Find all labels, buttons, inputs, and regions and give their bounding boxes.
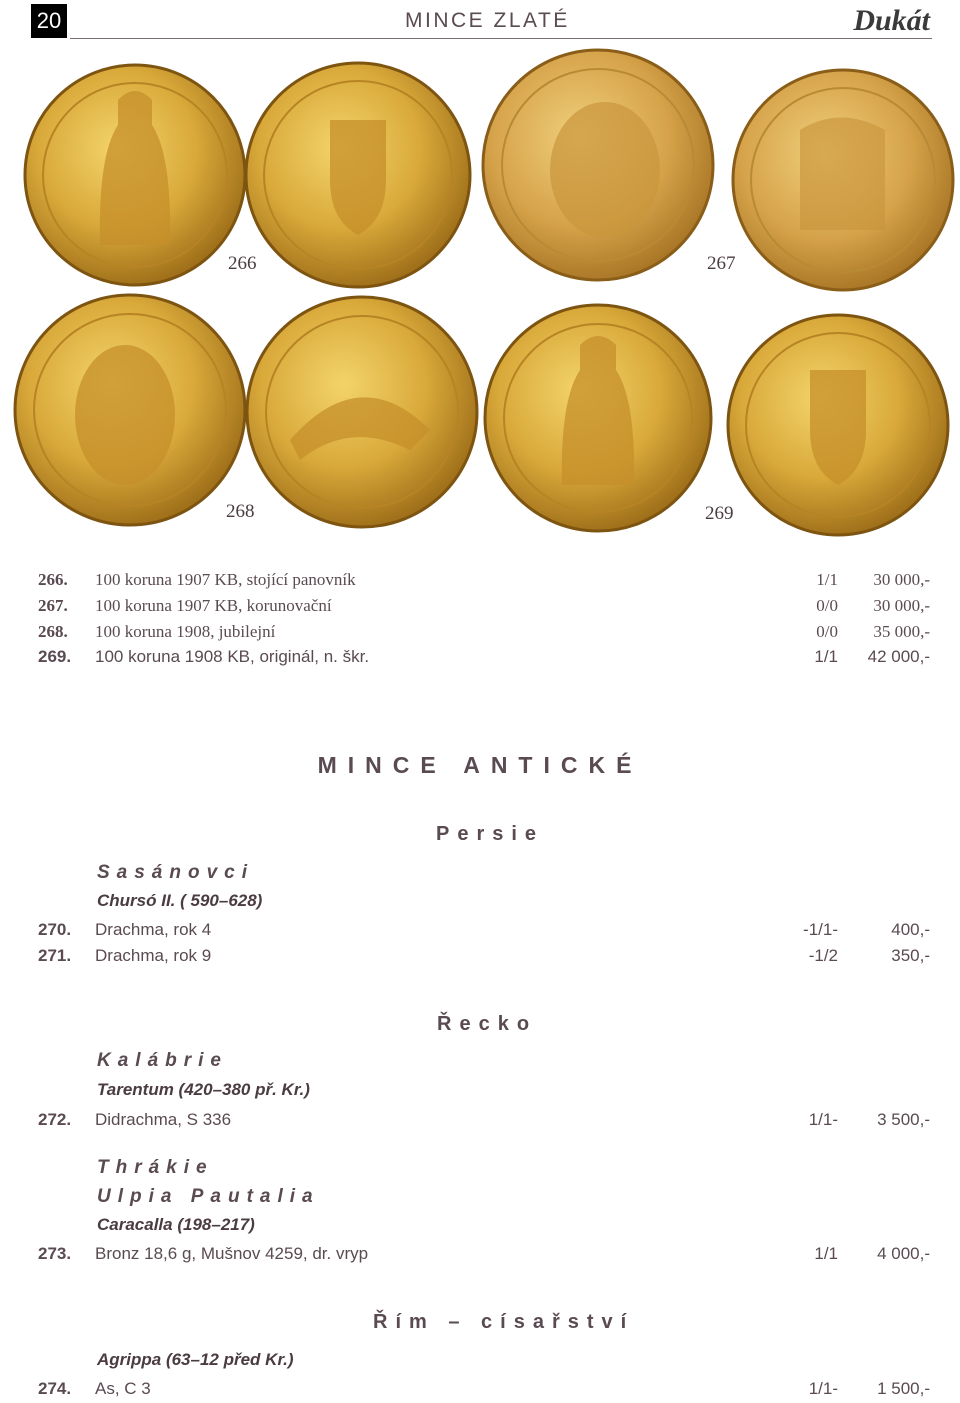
- coin-plate: [0, 0, 960, 545]
- lot-price: 30 000,-: [873, 570, 930, 589]
- lot-number: 271.: [38, 946, 72, 965]
- lot-grade: 0/0: [816, 622, 838, 641]
- lot-number: 272.: [38, 1110, 72, 1129]
- lot-description: 100 koruna 1908 KB, originál, n. škr.: [95, 647, 370, 666]
- ruler-name: Chursó II. ( 590–628): [97, 891, 263, 910]
- lot-number: 266.: [38, 570, 68, 589]
- lot-price: 42 000,-: [867, 647, 930, 666]
- page-number: 20: [31, 4, 67, 38]
- lot-grade: 1/1-: [808, 1379, 838, 1398]
- catalog-entry: [38, 1110, 930, 1134]
- lot-description: As, C 3: [95, 1379, 151, 1398]
- catalog-entry: [38, 596, 930, 620]
- catalog-entry: [38, 946, 930, 970]
- brand-logo: Dukát: [853, 4, 930, 37]
- lot-description: 100 koruna 1907 KB, korunovační: [95, 596, 332, 615]
- lot-grade: 1/1: [814, 1244, 838, 1263]
- subsection-title-recko: Řecko: [437, 1013, 538, 1035]
- lot-price: 35 000,-: [873, 622, 930, 641]
- lot-price: 1 500,-: [877, 1379, 930, 1398]
- coin-label-266: 266: [228, 253, 257, 274]
- coin-266-reverse: [246, 63, 470, 287]
- coin-label-269: 269: [705, 503, 734, 524]
- lot-price: 350,-: [891, 946, 930, 965]
- lot-grade: 1/1: [816, 570, 838, 589]
- subsection-title-persie: Persie: [436, 823, 545, 845]
- lot-price: 4 000,-: [877, 1244, 930, 1263]
- coin-268-reverse: [247, 297, 477, 527]
- running-title: MINCE ZLATÉ: [405, 9, 570, 32]
- region-title: Sasánovci: [97, 862, 254, 883]
- subsection-title-rim: Řím – císařství: [373, 1311, 635, 1333]
- lot-number: 269.: [38, 647, 72, 666]
- lot-grade: -1/2: [808, 946, 838, 965]
- lot-grade: 1/1-: [808, 1110, 838, 1129]
- ruler-name: Agrippa (63–12 před Kr.): [97, 1350, 294, 1369]
- region-title: Thrákie: [97, 1157, 214, 1178]
- lot-number: 270.: [38, 920, 72, 939]
- lot-description: 100 koruna 1907 KB, stojící panovník: [95, 570, 356, 589]
- lot-description: Bronz 18,6 g, Mušnov 4259, dr. vryp: [95, 1244, 369, 1263]
- coin-267-obverse: [483, 50, 713, 280]
- catalog-entry: [38, 570, 930, 594]
- lot-number: 274.: [38, 1379, 72, 1398]
- ruler-name: Tarentum (420–380 př. Kr.): [97, 1080, 310, 1099]
- coin-266-obverse: [25, 65, 245, 285]
- lot-price: 30 000,-: [873, 596, 930, 615]
- lot-description: Drachma, rok 4: [95, 920, 212, 939]
- coin-269-obverse: [485, 305, 711, 531]
- lot-grade: 1/1: [814, 647, 838, 666]
- lot-grade: 0/0: [816, 596, 838, 615]
- lot-number: 267.: [38, 596, 68, 615]
- section-title: MINCE ANTICKÉ: [317, 752, 643, 778]
- lot-number: 273.: [38, 1244, 72, 1263]
- region-title: Kalábrie: [97, 1050, 228, 1071]
- catalog-entry: [38, 1244, 930, 1268]
- catalog-entry: [38, 622, 930, 646]
- catalog-entry: [38, 647, 930, 671]
- lot-description: Didrachma, S 336: [95, 1110, 232, 1129]
- lot-grade: -1/1-: [803, 920, 838, 939]
- lot-price: 3 500,-: [877, 1110, 930, 1129]
- coin-label-267: 267: [707, 253, 736, 274]
- lot-description: 100 koruna 1908, jubilejní: [95, 622, 276, 641]
- lot-description: Drachma, rok 9: [95, 946, 212, 965]
- lot-price: 400,-: [891, 920, 930, 939]
- coin-269-reverse: [728, 315, 948, 535]
- coin-label-268: 268: [226, 501, 255, 522]
- coin-267-reverse: [733, 70, 953, 290]
- catalog-entry: [38, 920, 930, 944]
- lot-number: 268.: [38, 622, 68, 641]
- ruler-name: Caracalla (198–217): [97, 1215, 255, 1234]
- city-title: Ulpia Pautalia: [97, 1186, 320, 1207]
- coin-268-obverse: [15, 295, 245, 525]
- catalog-entry: [38, 1379, 930, 1403]
